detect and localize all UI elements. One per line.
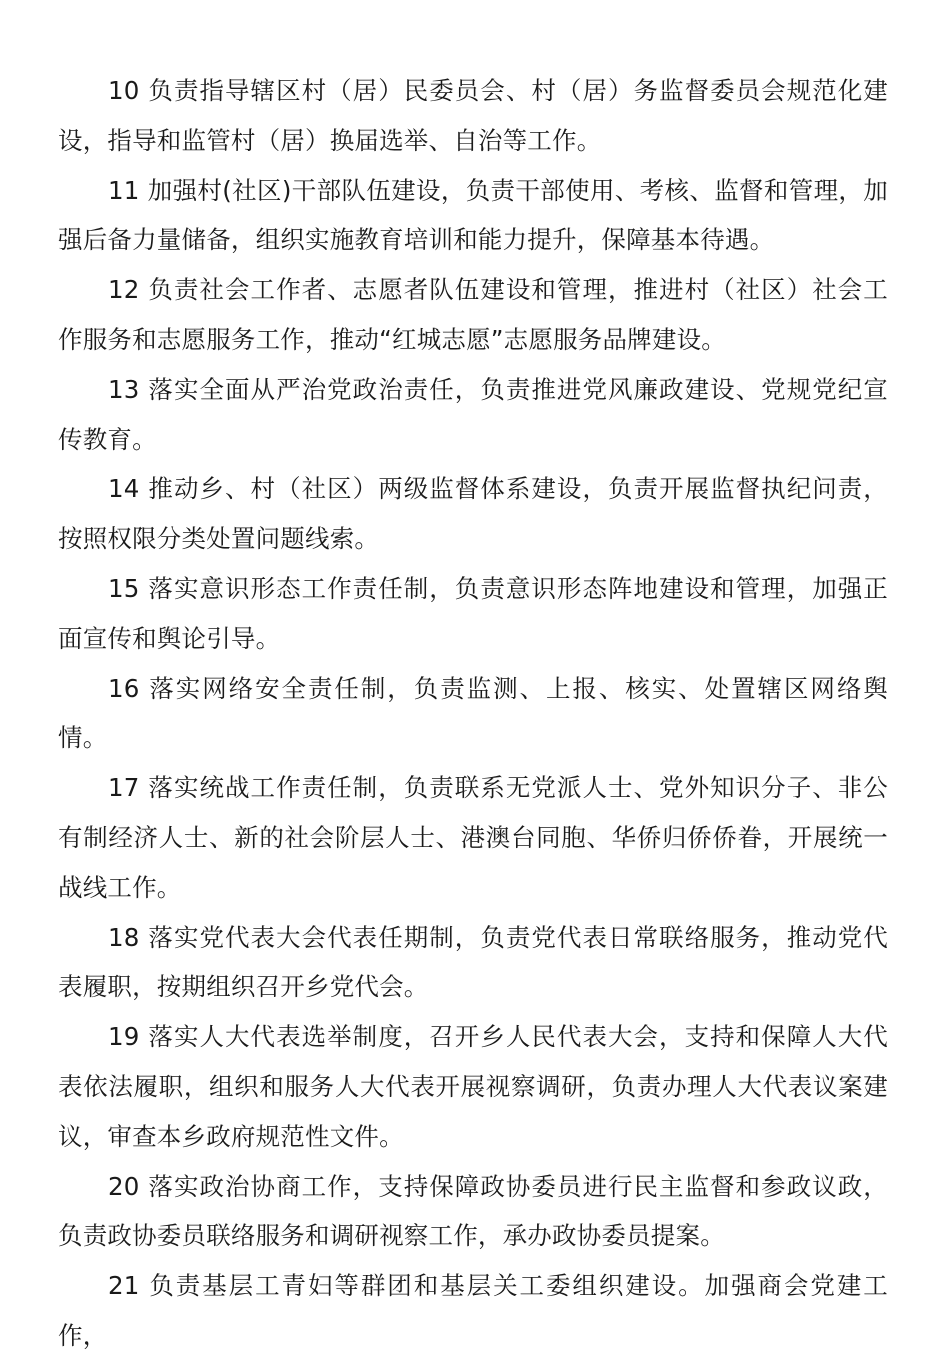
item-text: 落实意识形态工作责任制，负责意识形态阵地建设和管理，加强正面宣传和舆论引导。 xyxy=(58,573,888,653)
item-text: 负责社会工作者、志愿者队伍建设和管理，推进村（社区）社会工作服务和志愿服务工作，推动“红城志愿”志愿服务品牌建设。 xyxy=(58,275,888,354)
item-number: 21 xyxy=(108,1271,140,1301)
paragraph-17 xyxy=(58,763,888,912)
item-text: 加强村(社区)干部队伍建设，负责干部使用、考核、监督和管理，加强后备力量储备，组织实施教育培训和能力提升，保障基本待遇。 xyxy=(58,175,888,255)
item-number: 15 xyxy=(108,573,140,603)
item-text: 负责指导辖区村（居）民委员会、村（居）务监督委员会规范化建设，指导和监管村（居）换届选举、自治等工作。 xyxy=(58,76,888,155)
item-number: 12 xyxy=(108,275,140,305)
document-body xyxy=(58,66,888,1361)
item-text: 落实人大代表选举制度，召开乡人民代表大会，支持和保障人大代表依法履职，组织和服务人大代表开展视察调研，负责办理人大代表议案建议，审查本乡政府规范性文件。 xyxy=(58,1022,888,1151)
item-text: 落实党代表大会代表任期制，负责党代表日常联络服务，推动党代表履职，按期组织召开乡党代会。 xyxy=(58,922,888,1002)
item-text: 推动乡、村（社区）两级监督体系建设，负责开展监督执纪问责，按照权限分类处置问题线索。 xyxy=(58,474,888,554)
paragraph-21 xyxy=(58,1261,888,1361)
item-number: 18 xyxy=(108,922,140,952)
paragraph-13 xyxy=(58,365,888,465)
paragraph-12 xyxy=(58,265,888,365)
item-number: 20 xyxy=(108,1171,140,1201)
paragraph-14 xyxy=(58,464,888,564)
paragraph-20 xyxy=(58,1162,888,1262)
item-number: 17 xyxy=(108,773,140,803)
item-text: 落实全面从严治党政治责任，负责推进党风廉政建设、党规党纪宣传教育。 xyxy=(58,374,888,454)
item-number: 14 xyxy=(108,474,140,504)
item-number: 10 xyxy=(108,76,140,105)
paragraph-16 xyxy=(58,664,888,764)
item-text: 落实政治协商工作，支持保障政协委员进行民主监督和参政议政，负责政协委员联络服务和调研视察工作，承办政协委员提案。 xyxy=(58,1171,888,1251)
paragraph-10 xyxy=(58,66,888,166)
paragraph-18 xyxy=(58,913,888,1013)
paragraph-11 xyxy=(58,166,888,266)
item-number: 19 xyxy=(108,1022,140,1052)
paragraph-15 xyxy=(58,564,888,664)
item-number: 16 xyxy=(108,673,140,703)
item-text: 落实网络安全责任制，负责监测、上报、核实、处置辖区网络舆情。 xyxy=(58,673,888,753)
item-number: 11 xyxy=(108,175,140,205)
item-text: 落实统战工作责任制，负责联系无党派人士、党外知识分子、非公有制经济人士、新的社会阶层人士、港澳台同胞、华侨归侨侨眷，开展统一战线工作。 xyxy=(58,773,888,902)
item-text: 负责基层工青妇等群团和基层关工委组织建设。加强商会党建工作， xyxy=(58,1271,888,1350)
paragraph-19 xyxy=(58,1012,888,1161)
item-number: 13 xyxy=(108,374,140,404)
